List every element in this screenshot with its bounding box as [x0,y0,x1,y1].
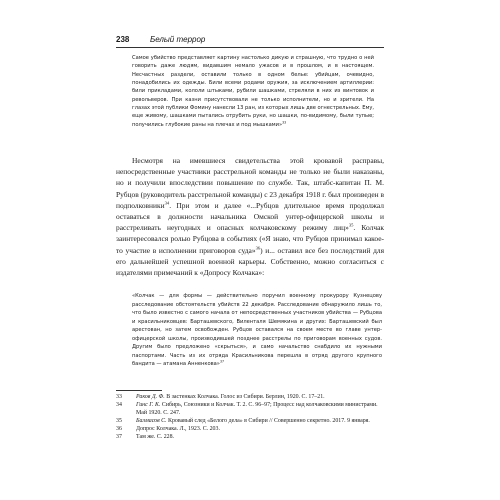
footnote-number: 36 [116,426,122,432]
footnote-number: 35 [116,418,122,424]
footnote [116,425,384,433]
footnote-citation: Кровавый след «Белого дела» в Сибири // Совершенно секретно. 2017. 9 января. [166,418,370,424]
footnote-citation: Там же. С. 228. [136,434,175,440]
footnote-text [136,401,384,417]
footnote-ref-35[interactable]: 35 [348,222,354,228]
footnote [116,401,384,417]
footnote-author: Гинс Г. К. [136,402,161,408]
body-text-1: Несмотря на имевшиеся свидетельства этой кровавой расправы, непосредственные участники расстрельной команды не только не были наказаны, но и получили впоследствии повышение по службе. Так, штабс-капитан П. М. Рубцов (руководитель расстрельной команды) с 23 декабря 1918 г. был произведен в подполковники [116,156,384,210]
footnote-ref-33[interactable]: 33 [282,120,287,125]
body-text-4: ) и... оставил все без последствий для его дальнейшей успешной военной карьеры. Собственно, можно согласиться с издателями примечаний к «Допросу Колчака»: [116,245,384,278]
body-paragraph [116,155,384,278]
footnote-author: Балмасов С. [136,418,167,424]
footnotes [116,393,384,441]
footnote-ref-34[interactable]: 34 [164,200,170,206]
footnote [116,433,384,441]
block-quote-1-text: Самое убийство представляет картину настолько дикую и страшную, что трудно о ней говорить даже людям, видавшим немало ужасов и в прошлом, и в настоящем. Несчастных раздели, оставили только в одном белье: убийцам, очевидно, понадобились их одежды. Били всеми родами оружия, за исключением артиллерии: били прикладами, кололи штыками, рубили шашками, стреляли в них из винтовок и револьверов. При казни присутствовали не только исполнители, но и зрители. На глазах этой публики Фомину нанесли 13 ран, из которых лишь две огнестрельных. Ему, еще живому, шашками пытались отрубить руки, но шашки, по-видимому, были тупые; получились глубокие раны на плечах и под мышками» [132,55,375,128]
block-quote-1 [132,54,374,129]
running-title: Белый террор [150,35,206,44]
footnote-text [136,425,384,433]
footnote-author: Раков Д. Ф. [136,394,165,400]
body-text-3: . Колчак заинтересовался ролью Рубцова в событиях («Я знаю, что Рубцов принимал какое-то участие в исполнении приговоров суда» [116,223,384,255]
footnote [116,393,384,401]
footnote-citation: Сибирь, Союзники и Колчак. Т. 2. С. 96–97; Процесс над колчаковскими министрами. Май 1920. С. 247. [136,402,378,416]
footnote [116,417,384,425]
running-header [116,34,384,48]
header-rule [116,47,384,48]
footnote-citation: Допрос Колчака. Л., 1923. С. 203. [136,426,220,432]
page-number: 238 [116,35,130,44]
footnote-separator [116,390,162,391]
footnote-number: 34 [116,402,122,408]
body-text-2: . При этом и далее «...Рубцов длительное время продолжал оставаться в должности начальника Омской унтер-офицерской школы и расстреливать неугодных и опасных колчаковскому режиму лиц» [116,200,384,233]
block-quote-2-text: «Колчак — для формы — действительно поручил военному прокурору Кузнецову расследование обстоятельств убийств 22 декабря. Расследование обнаружило лишь то, что было известно с самого начала от непосредственных участников убийства — Рубцова и красильниковцев: Барташевского, Виленталя Шемякина и других: Барташевский был арестован, но затем освобожден. Рубцов оставался на своем месте во главе унтер-офицерской школы, производившей позднее расстрелы по приговорам военных судов. Другим было предложено «скрыться», и само начальство снабдило их нужными паспортами. Часть из их отряда Красильникова перешла в отряд другого крупного бандита — атамана Анненкова» [132,293,382,367]
footnote-ref-37[interactable]: 37 [219,359,224,364]
footnote-citation: В застенках Колчака. Голос из Сибири. Берлин, 1920. С. 17–21. [164,394,325,400]
footnote-number: 33 [116,394,122,400]
footnote-text [136,393,384,401]
footnote-ref-36[interactable]: 36 [255,245,261,251]
footnote-number: 37 [116,434,122,440]
footnote-text [136,433,384,441]
block-quote-2 [132,292,382,369]
footnote-text [136,417,384,425]
